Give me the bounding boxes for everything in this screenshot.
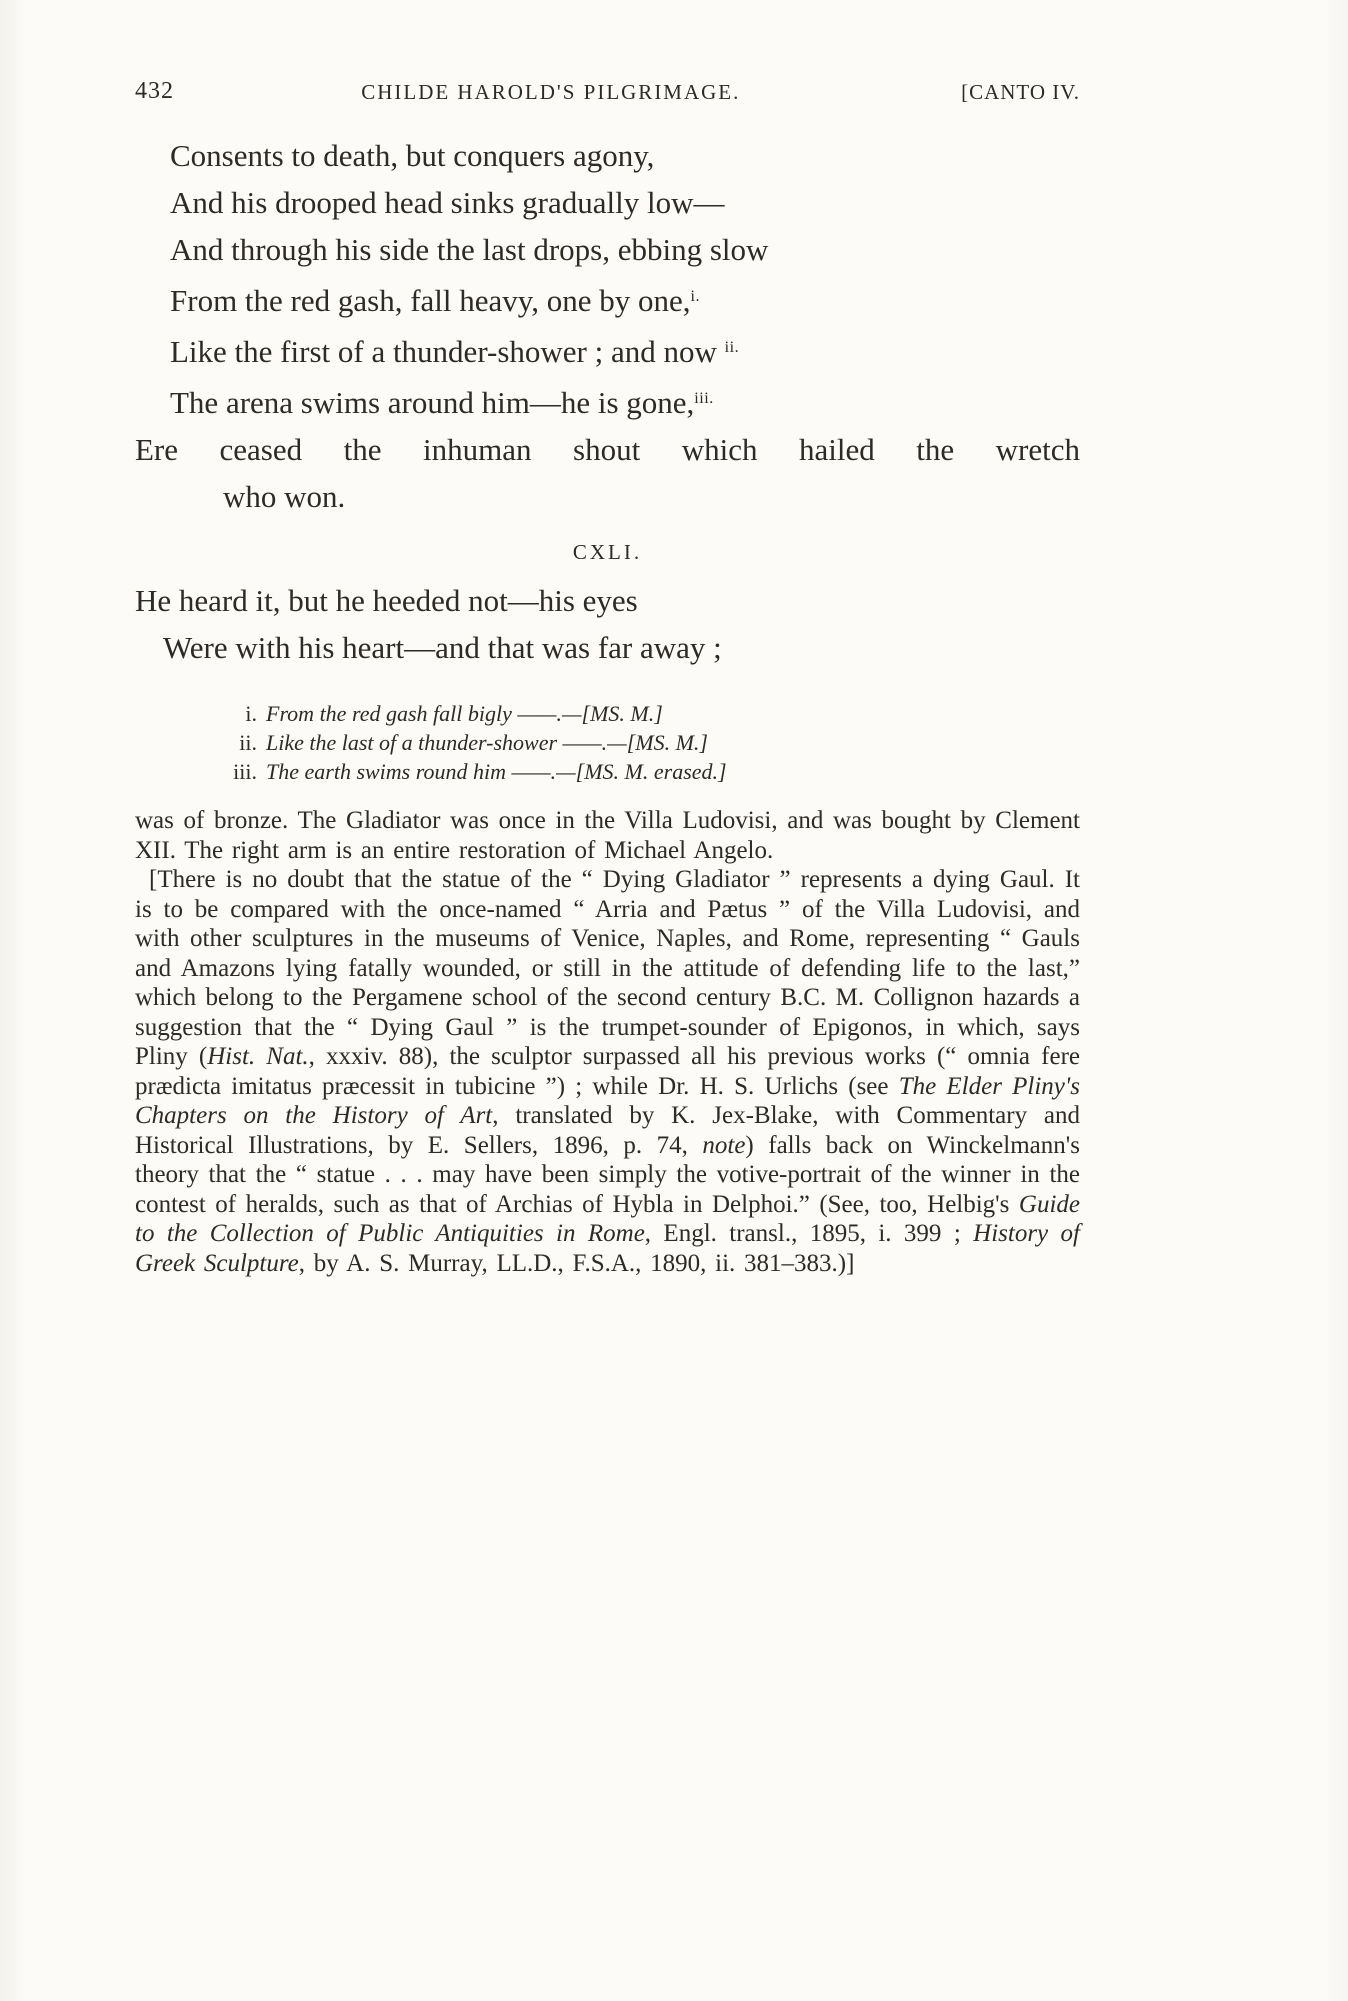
poem-line: [170, 375, 1080, 426]
variant-note: [223, 699, 1080, 728]
poem-line-text: He heard it, but he heeded not—his eyes: [135, 583, 638, 618]
footnote-marker-ii: ii.: [724, 339, 740, 356]
footnote-commentary: [135, 806, 1080, 1278]
stanza-cxl: [135, 132, 1080, 520]
poem-line: [163, 624, 1080, 671]
variant-note: [223, 757, 1080, 786]
poem-line: [170, 324, 1080, 375]
footnote-paragraph: was of bronze. The Gladiator was once in the Villa Ludovisi, and was bought by Clement XII. The right arm is an entire restoration of Michael Angelo.: [135, 807, 1080, 864]
canto-label: [CANTO IV.: [961, 80, 1080, 104]
manuscript-variant-notes: [223, 699, 1080, 786]
section-heading-cxli: CXLI.: [572, 540, 643, 564]
poem-line-text: who won.: [223, 479, 346, 514]
poem-line: [135, 577, 1080, 624]
poem-line: [170, 226, 1080, 273]
poem-line-text: And through his side the last drops, ebbing slow: [170, 232, 769, 267]
stanza-cxli: [135, 577, 1080, 671]
footnote-paragraph: [There is no doubt that the statue of the “ Dying Gladiator ” represents a dying Gaul. It is to be compared with the once-named “ Arria and Pætus ” of the Villa Ludovisi, and with other sculptures in the museums of Venice, Naples, and Rome, representing “ Gauls and Amazons lying fatally wounded, or still in the attitude of defending life to the last,” which belong to the Pergamene school of the second century B.C. M. Collignon hazards a suggestion that the “ Dying Gaul ” is the trumpet-sounder of Epigonos, in which, says Pliny (Hist. Nat., xxxiv. 88), the sculptor surpassed all his previous works (“ omnia fere prædicta imitatus præcessit in tubicine ”) ; while Dr. H. S. Urlichs (see The Elder Pliny's Chapters on the History of Art, translated by K. Jex-Blake, with Commentary and Historical Illustrations, by E. Sellers, 1896, p. 74, note) falls back on Winckelmann's theory that the “ statue . . . may have been simply the votive-portrait of the winner in the contest of heralds, such as that of Archias of Hybla in Delphoi.” (See, too, Helbig's Guide to the Collection of Public Antiquities in Rome, Engl. transl., 1895, i. 399 ; History of Greek Sculpture, by A. S. Murray, LL.D., F.S.A., 1890, ii. 381–383.)]: [135, 866, 1080, 1277]
poem-line-text: Were with his heart—and that was far away ;: [163, 630, 722, 665]
poem-line-text: Like the first of a thunder-shower ; and now: [170, 334, 717, 369]
poem-line: [170, 132, 1080, 179]
poem-line: [170, 179, 1080, 226]
variant-note: [223, 728, 1080, 757]
variant-note-number: ii.: [239, 730, 257, 755]
poem-line-text: The arena swims around him—he is gone,: [170, 385, 695, 420]
variant-note-text: From the red gash fall bigly ——.—[MS. M.]: [266, 701, 663, 726]
poem-line-text: And his drooped head sinks gradually low—: [170, 185, 725, 220]
footnote-marker-iii: iii.: [694, 390, 714, 407]
variant-note-text: The earth swims round him ——.—[MS. M. erased.]: [266, 759, 727, 784]
poem-line: [135, 426, 1080, 473]
variant-note-number: iii.: [233, 759, 257, 784]
poem-line-runover: [223, 473, 1080, 520]
poem-line: [170, 273, 1080, 324]
variant-note-number: i.: [245, 701, 257, 726]
poem-line-text: Ere ceased the inhuman shout which hailed the wretch: [135, 432, 1080, 467]
running-header: [135, 76, 1080, 106]
poem-line-text: From the red gash, fall heavy, one by one,: [170, 283, 691, 318]
page-number: 432: [135, 78, 174, 104]
running-title: CHILDE HAROLD'S PILGRIMAGE.: [361, 80, 741, 104]
footnote-marker-i: i.: [690, 288, 701, 305]
variant-note-text: Like the last of a thunder-shower ——.—[MS. M.]: [266, 730, 708, 755]
poem-line-text: Consents to death, but conquers agony,: [170, 138, 655, 173]
